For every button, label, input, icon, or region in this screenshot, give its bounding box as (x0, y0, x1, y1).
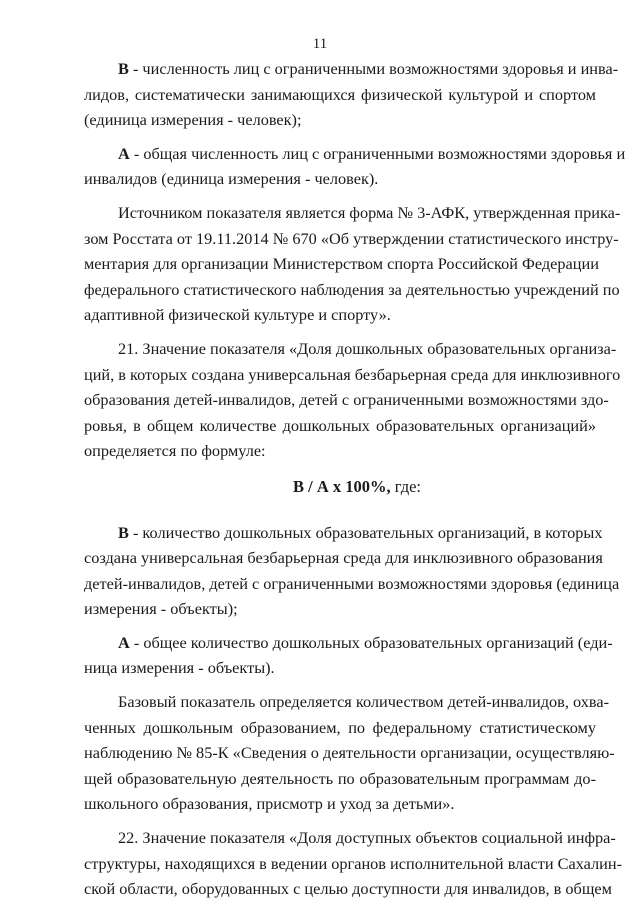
text-line (84, 82, 596, 108)
text-line (84, 571, 620, 597)
line-text: создана универсальная безбарьерная среда для инклюзивного образования (84, 548, 603, 568)
line-text: щей образовательную деятельность по образовательным программам до- (84, 768, 596, 788)
text-line (84, 438, 596, 464)
text-line (84, 545, 603, 571)
paragraph (84, 825, 623, 902)
text-line (118, 141, 626, 167)
line-text: ской области, оборудованных с целью доступности для инвалидов, в общем (84, 879, 612, 899)
line-text: образования детей-инвалидов, детей с ограниченными возможностями здо- (84, 390, 609, 410)
paragraph (84, 200, 621, 328)
text-line (84, 302, 596, 328)
text-line (118, 689, 609, 715)
line-text: 21. Значение показателя «Доля дошкольных образовательных организа- (118, 338, 617, 358)
text-line (84, 413, 596, 439)
line-text: инвалидов (единица измерения - человек). (84, 169, 379, 189)
text-line (84, 791, 596, 817)
paragraph (84, 336, 621, 464)
line-text: адаптивной физической культуре и спорту». (84, 305, 391, 325)
line-text: ций, в которых создана универсальная безбарьерная среда для инклюзивного (84, 364, 621, 384)
text-line (84, 362, 621, 388)
text-line (84, 851, 623, 877)
line-text: Источником показателя является форма № 3-АФК, утвержденная прика- (118, 202, 621, 222)
paragraph (84, 141, 626, 192)
document-body (84, 56, 626, 910)
text-line (84, 107, 596, 133)
paragraph (84, 56, 619, 133)
line-text: ровья, в общем количестве дошкольных образовательных организаций» (84, 415, 596, 435)
line-text: измерения - объекты); (84, 599, 238, 619)
line-text: школьного образования, присмотр и уход за детьми». (84, 794, 455, 814)
text-line (118, 630, 613, 656)
text-line (118, 336, 617, 362)
text-line (84, 166, 596, 192)
text-line (118, 56, 619, 82)
line-text: лидов, систематически занимающихся физической культурой и спортом (84, 84, 596, 104)
text-line (84, 740, 615, 766)
formula-expression: В / А х 100%, (292, 476, 391, 496)
line-text: - численность лиц с ограниченными возможностями здоровья и инва- (128, 59, 619, 78)
line-text: ченных дошкольным образованием, по федеральному статистическому (84, 717, 596, 737)
text-line (84, 596, 596, 622)
variable-letter: В (118, 522, 129, 542)
text-line (84, 766, 596, 792)
page-number: 11 (312, 36, 328, 52)
line-text: структуры, находящихся в ведении органов исполнительной власти Сахалин- (84, 853, 623, 873)
variable-letter: А (118, 143, 130, 163)
line-text: детей-инвалидов, детей с ограниченными возможностями здоровья (единица (84, 573, 620, 593)
text-line (84, 715, 596, 741)
formula-tail: где: (390, 476, 421, 496)
line-text: - количество дошкольных образовательных организаций, в которых (128, 522, 603, 542)
paragraph (84, 689, 615, 817)
line-text: ментария для организации Министерством спорта Российской Федерации (84, 254, 599, 274)
variable-letter: В (118, 59, 129, 78)
line-text: наблюдению № 85-К «Сведения о деятельности организации, осуществляю- (84, 743, 615, 763)
text-line (84, 655, 596, 681)
text-line (118, 200, 621, 226)
variable-letter: А (118, 632, 130, 652)
text-line (84, 226, 619, 252)
text-block-2 (84, 520, 623, 902)
text-line (84, 251, 599, 277)
text-line (118, 825, 616, 851)
text-line (118, 520, 603, 546)
line-text: Базовый показатель определяется количеством детей-инвалидов, охва- (118, 692, 609, 712)
formula (118, 474, 596, 500)
text-line (84, 876, 612, 902)
line-text: (единица измерения - человек); (84, 110, 302, 130)
line-text: 22. Значение показателя «Доля доступных объектов социальной инфра- (118, 828, 616, 848)
text-block-1 (84, 56, 626, 464)
line-text: федерального статистического наблюдения за деятельностью учреждений по (84, 279, 620, 299)
line-text: определяется по формуле: (84, 441, 266, 461)
line-text: - общее количество дошкольных образовательных организаций (еди- (129, 632, 613, 652)
text-line (84, 387, 609, 413)
line-text: - общая численность лиц с ограниченными возможностями здоровья и (129, 143, 626, 163)
paragraph (84, 630, 613, 681)
text-line (84, 277, 620, 303)
line-text: ница измерения - объекты). (84, 658, 275, 678)
paragraph (84, 520, 620, 622)
line-text: зом Росстата от 19.11.2014 № 670 «Об утверждении статистического инстру- (84, 228, 619, 248)
